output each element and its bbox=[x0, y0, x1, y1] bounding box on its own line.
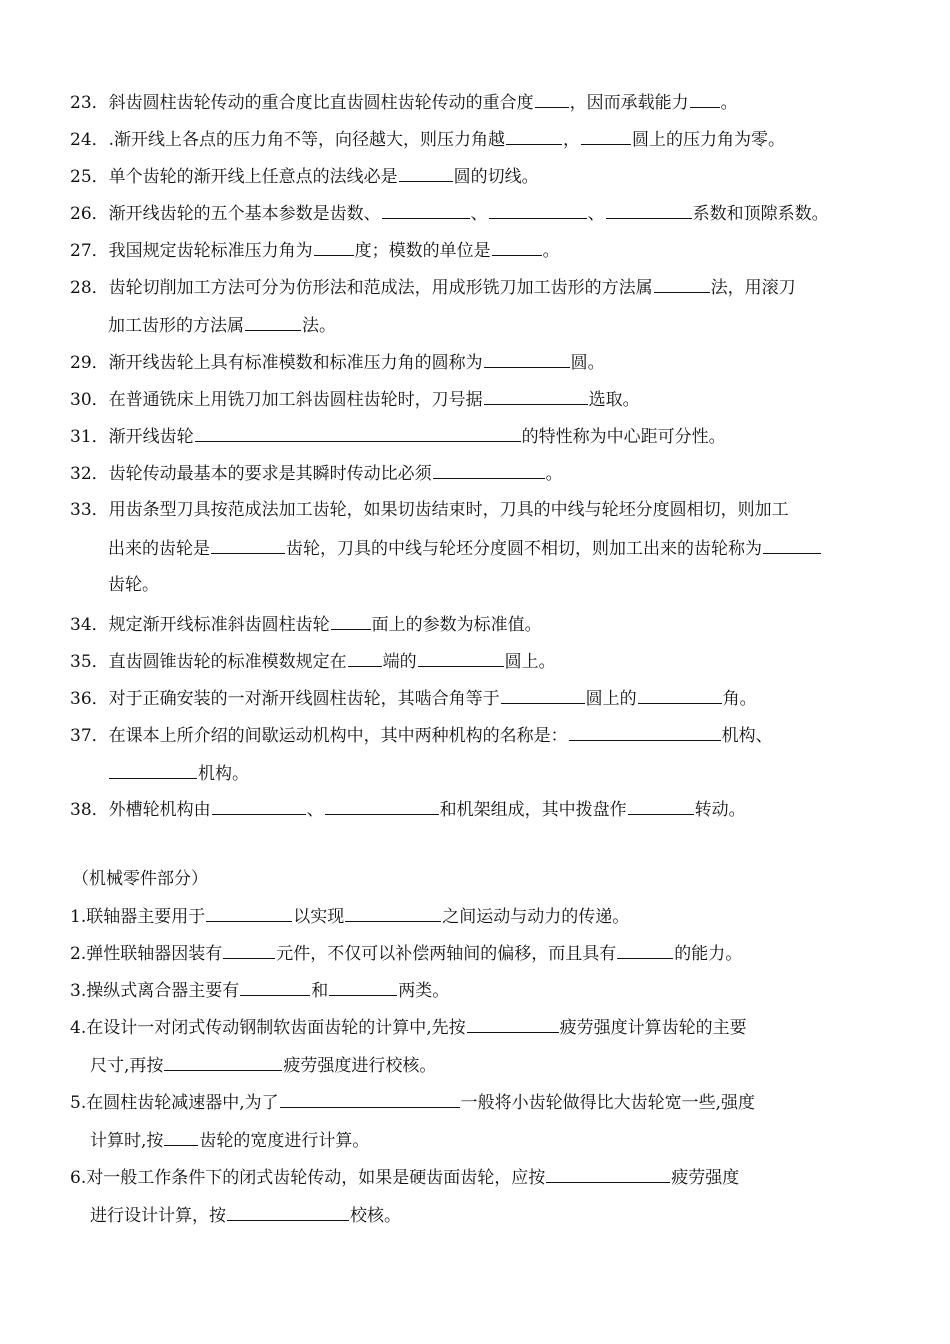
answer-blank[interactable] bbox=[535, 90, 569, 108]
questions-text: 齿轮。 bbox=[108, 575, 159, 595]
answer-blank[interactable] bbox=[331, 612, 371, 630]
parts-text: 6.对一般工作条件下的闭式齿轮传动，如果是硬齿面齿轮，应按 bbox=[70, 1168, 546, 1188]
questions-line bbox=[70, 686, 757, 711]
questions-text: 法，用滚刀 bbox=[710, 278, 796, 298]
questions-text: 圆上的压力角为零。 bbox=[632, 130, 786, 150]
answer-blank[interactable] bbox=[280, 1090, 460, 1108]
parts-text: 校核。 bbox=[350, 1205, 401, 1226]
answer-blank[interactable] bbox=[227, 1203, 349, 1221]
questions-text: 36．对于正确安装的一对渐开线圆柱齿轮，其啮合角等于 bbox=[70, 689, 500, 709]
answer-blank[interactable] bbox=[329, 978, 397, 996]
questions-text: 转动。 bbox=[694, 800, 746, 820]
answer-blank[interactable] bbox=[211, 536, 285, 554]
questions-line bbox=[70, 498, 789, 522]
questions-line bbox=[70, 424, 726, 449]
questions-text: 34．规定渐开线标准斜齿圆柱齿轮 bbox=[70, 615, 330, 635]
answer-blank[interactable] bbox=[546, 1165, 670, 1183]
answer-blank[interactable] bbox=[433, 461, 545, 479]
answer-blank[interactable] bbox=[484, 350, 570, 368]
questions-text: 35．直齿圆锥齿轮的标准模数规定在 bbox=[70, 652, 347, 672]
questions-text: 25．单个齿轮的渐开线上任意点的法线必是 bbox=[70, 167, 398, 187]
answer-blank[interactable] bbox=[325, 797, 439, 815]
parts-text: 疲劳强度计算齿轮的主要 bbox=[559, 1018, 747, 1038]
questions-text: 圆的切线。 bbox=[453, 167, 539, 187]
answer-blank[interactable] bbox=[245, 313, 301, 331]
answer-blank[interactable] bbox=[638, 686, 722, 704]
parts-text: 2.弹性联轴器因装有 bbox=[70, 944, 223, 964]
questions-text: 23．斜齿圆柱齿轮传动的重合度比直齿圆柱齿轮传动的重合度 bbox=[70, 93, 534, 113]
questions-line bbox=[108, 536, 822, 561]
questions-text: 37．在课本上所介绍的间歇运动机构中，其中两种机构的名称是： bbox=[70, 726, 568, 746]
questions-line bbox=[70, 461, 563, 486]
questions-line bbox=[70, 201, 829, 226]
answer-blank[interactable] bbox=[581, 127, 631, 145]
parts-text: 疲劳强度进行校核。 bbox=[283, 1055, 437, 1076]
questions-text: 角。 bbox=[722, 689, 757, 709]
questions-line bbox=[70, 164, 539, 189]
questions-line bbox=[70, 238, 560, 263]
questions-line bbox=[70, 723, 773, 748]
questions-text: 32．齿轮传动最基本的要求是其瞬时传动比必须 bbox=[70, 464, 432, 484]
answer-blank[interactable] bbox=[164, 1053, 282, 1071]
answer-blank[interactable] bbox=[382, 201, 470, 219]
answer-blank[interactable] bbox=[223, 941, 275, 959]
questions-text: ，因而承载能力 bbox=[569, 93, 689, 113]
answer-blank[interactable] bbox=[212, 797, 306, 815]
answer-blank[interactable] bbox=[690, 90, 720, 108]
section-title: （机械零件部分） bbox=[72, 869, 208, 889]
answer-blank[interactable] bbox=[617, 941, 673, 959]
parts-line bbox=[70, 904, 629, 929]
parts-text: 5.在圆柱齿轮减速器中,为了 bbox=[70, 1093, 279, 1113]
parts-text: 两类。 bbox=[398, 981, 450, 1001]
parts-line bbox=[70, 1090, 755, 1115]
answer-blank[interactable] bbox=[195, 424, 521, 442]
questions-line bbox=[108, 313, 336, 338]
questions-text: 出来的齿轮是 bbox=[108, 538, 210, 559]
questions-text: 加工齿形的方法属 bbox=[108, 315, 244, 336]
parts-line bbox=[70, 1165, 739, 1190]
answer-blank[interactable] bbox=[418, 649, 504, 667]
questions-text: 。 bbox=[542, 241, 560, 261]
questions-line bbox=[70, 649, 556, 674]
questions-text: 齿轮，刀具的中线与轮坯分度圆不相切，则加工出来的齿轮称为 bbox=[286, 538, 762, 559]
questions-text: 法。 bbox=[302, 315, 336, 336]
questions-text: 28．齿轮切削加工方法可分为仿形法和范成法，用成形铣刀加工齿形的方法属 bbox=[70, 278, 653, 298]
parts-text: 4.在设计一对闭式传动钢制软齿面齿轮的计算中,先按 bbox=[70, 1018, 466, 1038]
parts-text: 计算时,按 bbox=[90, 1130, 164, 1151]
questions-text: 33．用齿条型刀具按范成法加工齿轮，如果切齿结束时，刀具的中线与轮坯分度圆相切，则加工 bbox=[70, 500, 789, 520]
questions-text: 的特性称为中心距可分性。 bbox=[521, 427, 726, 447]
answer-blank[interactable] bbox=[164, 1128, 198, 1146]
questions-text: 圆。 bbox=[570, 353, 605, 373]
answer-blank[interactable] bbox=[569, 723, 721, 741]
questions-text: 端的 bbox=[382, 652, 417, 672]
questions-text: 度；模数的单位是 bbox=[354, 241, 491, 261]
parts-text: 尺寸,再按 bbox=[90, 1055, 164, 1076]
questions-text: 圆上。 bbox=[504, 652, 556, 672]
questions-text: 圆上的 bbox=[585, 689, 637, 709]
parts-text: 以实现 bbox=[293, 907, 345, 927]
parts-text: 的能力。 bbox=[674, 944, 743, 964]
answer-blank[interactable] bbox=[489, 201, 587, 219]
questions-text: 30．在普通铣床上用铣刀加工斜齿圆柱齿轮时，刀号据 bbox=[70, 390, 483, 410]
questions-text: 。 bbox=[720, 93, 738, 113]
parts-text: 疲劳强度 bbox=[671, 1168, 740, 1188]
answer-blank[interactable] bbox=[348, 649, 382, 667]
questions-text: 机构。 bbox=[198, 763, 249, 784]
questions-text: 27．我国规定齿轮标准压力角为 bbox=[70, 241, 313, 261]
parts-text: 进行设计计算，按 bbox=[90, 1205, 226, 1226]
parts-line bbox=[70, 1015, 747, 1040]
questions-text: 、 bbox=[470, 204, 488, 224]
parts-text: 之间运动与动力的传递。 bbox=[442, 907, 630, 927]
answer-blank[interactable] bbox=[606, 201, 692, 219]
questions-text: 机构、 bbox=[721, 726, 773, 746]
answer-blank[interactable] bbox=[467, 1015, 559, 1033]
questions-line bbox=[70, 797, 746, 822]
parts-text: 齿轮的宽度进行计算。 bbox=[199, 1130, 370, 1151]
questions-text: 选取。 bbox=[588, 390, 640, 410]
answer-blank[interactable] bbox=[240, 978, 310, 996]
answer-blank[interactable] bbox=[492, 238, 542, 256]
questions-text: 、 bbox=[587, 204, 605, 224]
questions-line bbox=[108, 573, 159, 597]
questions-text: 、 bbox=[306, 800, 324, 820]
answer-blank[interactable] bbox=[109, 761, 197, 779]
questions-text: 38．外槽轮机构由 bbox=[70, 800, 211, 820]
questions-text: ， bbox=[563, 130, 581, 150]
parts-line bbox=[70, 941, 742, 966]
questions-text: 31．渐开线齿轮 bbox=[70, 427, 194, 447]
questions-line bbox=[70, 350, 605, 375]
parts-text: 和 bbox=[311, 981, 329, 1001]
questions-line bbox=[70, 387, 640, 412]
questions-line bbox=[108, 761, 249, 786]
questions-line bbox=[70, 275, 796, 300]
parts-line bbox=[90, 1128, 369, 1153]
questions-text: 26．渐开线齿轮的五个基本参数是齿数、 bbox=[70, 204, 381, 224]
parts-text: 1.联轴器主要用于 bbox=[70, 907, 206, 927]
questions-text: 系数和顶隙系数。 bbox=[692, 204, 829, 224]
parts-text: 元件，不仅可以补偿两轴间的偏移，而且具有 bbox=[276, 944, 617, 964]
questions-text: 面上的参数为标准值。 bbox=[371, 615, 542, 635]
questions-line bbox=[70, 127, 785, 152]
parts-line bbox=[70, 978, 449, 1003]
parts-line bbox=[90, 1203, 401, 1228]
answer-blank[interactable] bbox=[399, 164, 453, 182]
answer-blank[interactable] bbox=[484, 387, 588, 405]
answer-blank[interactable] bbox=[763, 536, 821, 554]
questions-text: 29．渐开线齿轮上具有标准模数和标准压力角的圆称为 bbox=[70, 353, 483, 373]
answer-blank[interactable] bbox=[501, 686, 585, 704]
answer-blank[interactable] bbox=[314, 238, 354, 256]
answer-blank[interactable] bbox=[506, 127, 562, 145]
answer-blank[interactable] bbox=[206, 904, 292, 922]
questions-text: 和机架组成，其中拨盘作 bbox=[439, 800, 627, 820]
answer-blank[interactable] bbox=[654, 275, 710, 293]
questions-line bbox=[70, 612, 542, 637]
answer-blank[interactable] bbox=[628, 797, 694, 815]
questions-line bbox=[70, 90, 738, 115]
questions-text: 24．.渐开线上各点的压力角不等，向径越大，则压力角越 bbox=[70, 130, 506, 150]
questions-text: 。 bbox=[545, 464, 563, 484]
parts-text: 3.操纵式离合器主要有 bbox=[70, 981, 240, 1001]
answer-blank[interactable] bbox=[345, 904, 441, 922]
parts-line bbox=[90, 1053, 436, 1078]
parts-text: 一般将小齿轮做得比大齿轮宽一些,强度 bbox=[460, 1093, 756, 1113]
